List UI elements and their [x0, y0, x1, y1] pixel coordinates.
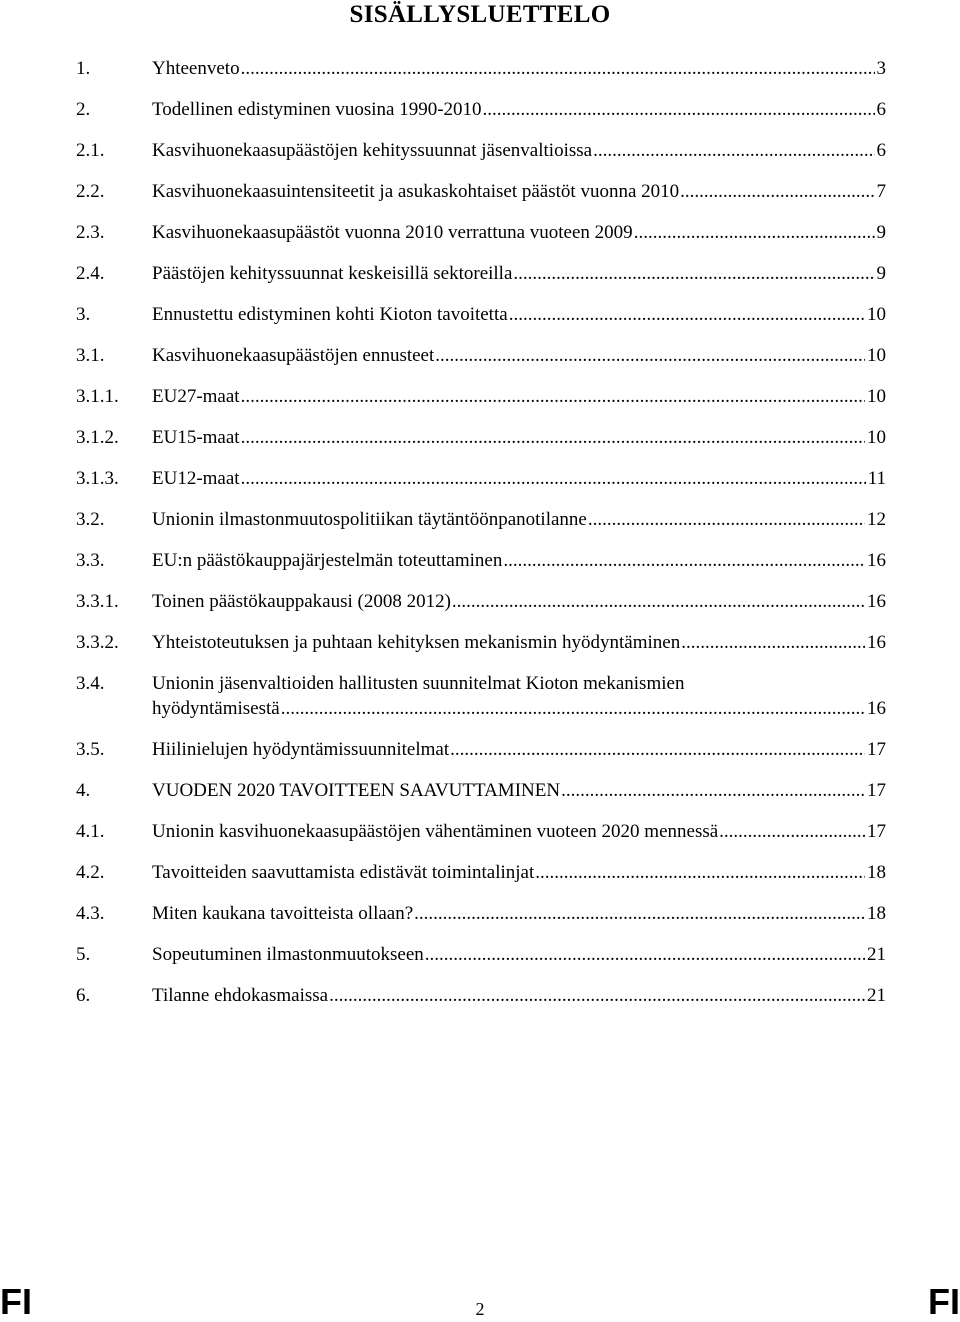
toc-entry-number: 2.4.	[76, 263, 105, 284]
footer-page-number: 2	[475, 1299, 485, 1319]
toc-entry-number: 4.3.	[76, 903, 105, 924]
toc-entry-number: 3.3.2.	[76, 632, 119, 653]
toc-entry-number: 3.5.	[76, 739, 105, 760]
toc-entry-number: 3.2.	[76, 509, 105, 530]
toc-entry-number: 4.1.	[76, 821, 105, 842]
toc-entry-page: 21	[867, 985, 886, 1006]
toc-entry-title: Yhteenveto	[152, 58, 240, 79]
footer-language-label-left: FI	[0, 1281, 32, 1322]
toc-entry-title: EU15-maat	[152, 427, 240, 448]
toc-dot-leader	[503, 548, 865, 573]
toc-dot-leader	[241, 425, 865, 450]
toc-dot-leader	[241, 466, 866, 491]
toc-entry-title: Todellinen edistyminen vuosina 1990-2010	[152, 99, 482, 120]
toc-entry-page: 11	[867, 468, 886, 489]
toc-entry-page: 10	[867, 427, 886, 448]
toc-entry-title: Kasvihuonekaasupäästöjen kehityssuunnat jäsenvaltioissa	[152, 140, 593, 161]
toc-entry-number: 5.	[76, 944, 91, 965]
toc-dot-leader	[513, 261, 874, 286]
toc-entry-page: 18	[867, 903, 886, 924]
toc-dot-leader	[450, 737, 865, 762]
toc-entry-title: Tavoitteiden saavuttamista edistävät toimintalinjat	[152, 862, 535, 883]
toc-entry-page: 17	[867, 739, 886, 760]
toc-entry-page: 17	[867, 821, 886, 842]
toc-dot-leader	[241, 384, 865, 409]
toc-dot-leader	[483, 97, 875, 122]
toc-entry-title: Kasvihuonekaasupäästöt vuonna 2010 verrattuna vuoteen 2009	[152, 222, 633, 243]
toc-entry-number: 2.3.	[76, 222, 105, 243]
toc-entry-number: 3.1.3.	[76, 468, 119, 489]
toc-entry-title: Kasvihuonekaasuintensiteetit ja asukaskohtaiset päästöt vuonna 2010	[152, 181, 680, 202]
toc-entry-page: 16	[867, 591, 886, 612]
toc-entry-title: EU:n päästökauppajärjestelmän toteuttaminen	[152, 550, 503, 571]
toc-dot-leader	[241, 56, 875, 81]
toc-entry-page: 10	[867, 345, 886, 366]
toc-entry-page: 6	[876, 99, 886, 120]
toc-dot-leader	[281, 696, 865, 721]
toc-entry-number: 4.	[76, 780, 91, 801]
toc-entry-page: 9	[876, 222, 886, 243]
toc-entry-title: Unionin ilmastonmuutospolitiikan täytäntöönpanotilanne	[152, 509, 587, 530]
toc-entry-title: EU27-maat	[152, 386, 240, 407]
toc-entry-number: 2.	[76, 99, 91, 120]
toc-entry-page: 18	[867, 862, 886, 883]
toc-entry-title: EU12-maat	[152, 468, 240, 489]
toc-entry-page: 21	[867, 944, 886, 965]
toc-entry-number: 3.1.	[76, 345, 105, 366]
toc-entry-title: Päästöjen kehityssuunnat keskeisillä sektoreilla	[152, 263, 513, 284]
toc-entry-page: 12	[867, 509, 886, 530]
toc-entry-title: Tilanne ehdokasmaissa	[152, 985, 329, 1006]
toc-entry-number: 3.3.	[76, 550, 105, 571]
toc-entry-title: Ennustettu edistyminen kohti Kioton tavoitetta	[152, 304, 508, 325]
footer-language-label-right: FI	[928, 1281, 960, 1322]
toc-entry-number: 2.2.	[76, 181, 105, 202]
toc-entry-title: Sopeutuminen ilmastonmuutokseen	[152, 944, 424, 965]
toc-entry-page: 10	[867, 386, 886, 407]
toc-dot-leader	[588, 507, 865, 532]
toc-dot-leader	[561, 778, 865, 803]
toc-entry-title: Toinen päästökauppakausi (2008 2012)	[152, 591, 451, 612]
toc-entry-page: 17	[867, 780, 886, 801]
toc-dot-leader	[329, 983, 865, 1008]
toc-entry-number: 3.1.2.	[76, 427, 119, 448]
toc-entry-title: Yhteistoteutuksen ja puhtaan kehityksen mekanismin hyödyntäminen	[152, 632, 681, 653]
toc-entry-title-continued: hyödyntämisestä	[152, 698, 280, 719]
toc-entry-number: 2.1.	[76, 140, 105, 161]
toc-entry-number: 3.1.1.	[76, 386, 119, 407]
toc-dot-leader	[425, 942, 865, 967]
toc-dot-leader	[435, 343, 865, 368]
toc-entry-title: Unionin kasvihuonekaasupäästöjen vähentäminen vuoteen 2020 mennessä	[152, 821, 719, 842]
toc-entry-page: 10	[867, 304, 886, 325]
toc-entry-page: 9	[876, 263, 886, 284]
toc-dot-leader	[680, 179, 874, 204]
toc-entry-number: 3.4.	[76, 673, 105, 694]
toc-entry-page: 16	[867, 698, 886, 719]
toc-dot-leader	[535, 860, 865, 885]
toc-entry-page: 16	[867, 550, 886, 571]
toc-entry-number: 3.3.1.	[76, 591, 119, 612]
toc-dot-leader	[681, 630, 865, 655]
toc-entry-number: 1.	[76, 58, 91, 79]
page-title: SISÄLLYSLUETTELO	[349, 1, 611, 28]
toc-dot-leader	[452, 589, 865, 614]
toc-dot-leader	[634, 220, 875, 245]
toc-entry-title: Unionin jäsenvaltioiden hallitusten suunnitelmat Kioton mekanismien	[152, 673, 685, 694]
toc-entry-page: 6	[876, 140, 886, 161]
toc-entry-page: 7	[876, 181, 886, 202]
toc-entry-number: 6.	[76, 985, 91, 1006]
toc-entry-page: 3	[876, 58, 886, 79]
toc-entry-number: 4.2.	[76, 862, 105, 883]
toc-entry-number: 3.	[76, 304, 91, 325]
toc-dot-leader	[593, 138, 874, 163]
toc-dot-leader	[414, 901, 865, 926]
toc-entry-title: VUODEN 2020 TAVOITTEEN SAAVUTTAMINEN	[152, 780, 561, 801]
toc-dot-leader	[509, 302, 865, 327]
toc-entry-page: 16	[867, 632, 886, 653]
toc-entry-title: Miten kaukana tavoitteista ollaan?	[152, 903, 414, 924]
toc-entry-title: Hiilinielujen hyödyntämissuunnitelmat	[152, 739, 450, 760]
toc-entry-title: Kasvihuonekaasupäästöjen ennusteet	[152, 345, 435, 366]
toc-dot-leader	[719, 819, 865, 844]
